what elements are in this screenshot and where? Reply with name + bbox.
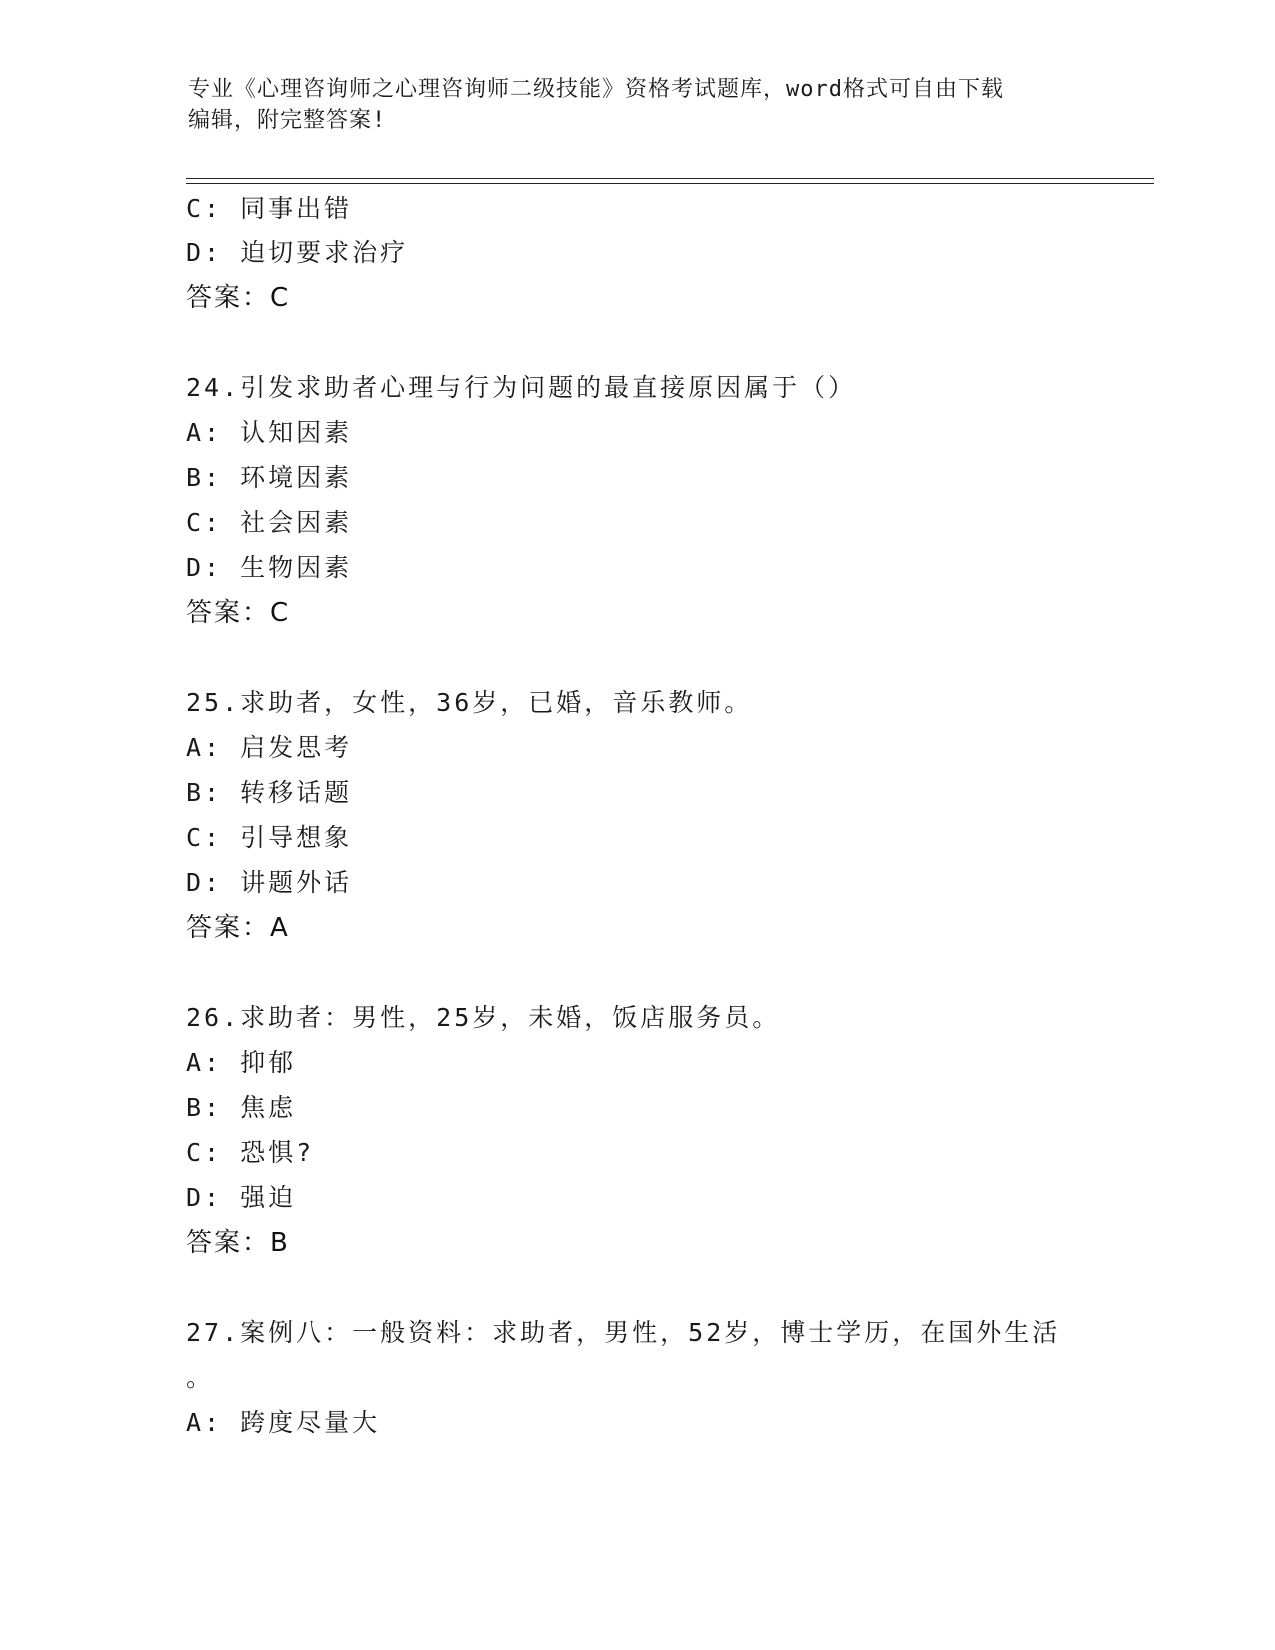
option-d: D: 迫切要求治疗 bbox=[186, 238, 409, 267]
question-24-answer: 答案：C bbox=[186, 598, 291, 628]
question-27: 27.案例八：一般资料：求助者，男性，52岁，博士学历，在国外生活 bbox=[186, 1318, 1061, 1347]
header-rule-top bbox=[186, 178, 1154, 179]
header-line-2: 编辑，附完整答案! bbox=[188, 108, 387, 133]
question-26-option-b: B: 焦虑 bbox=[186, 1093, 297, 1122]
header-rule-bottom bbox=[186, 183, 1154, 184]
option-c: C: 同事出错 bbox=[186, 194, 353, 223]
question-24: 24.引发求助者心理与行为问题的最直接原因属于（） bbox=[186, 373, 857, 402]
question-26: 26.求助者：男性，25岁，未婚，饭店服务员。 bbox=[186, 1003, 781, 1032]
question-27-option-a: A: 跨度尽量大 bbox=[186, 1408, 381, 1437]
question-26-option-d: D: 强迫 bbox=[186, 1183, 297, 1212]
question-25-option-c: C: 引导想象 bbox=[186, 823, 353, 852]
question-24-option-b: B: 环境因素 bbox=[186, 463, 353, 492]
question-26-option-a: A: 抑郁 bbox=[186, 1048, 297, 1077]
question-24-option-d: D: 生物因素 bbox=[186, 553, 353, 582]
question-26-option-c: C: 恐惧? bbox=[186, 1138, 315, 1167]
question-26-answer: 答案：B bbox=[186, 1228, 290, 1258]
question-25-answer: 答案：A bbox=[186, 913, 290, 943]
answer: 答案：C bbox=[186, 283, 291, 313]
header-line-1: 专业《心理咨询师之心理咨询师二级技能》资格考试题库，word格式可自由下载 bbox=[188, 77, 1004, 102]
question-24-option-c: C: 社会因素 bbox=[186, 508, 353, 537]
question-25: 25.求助者，女性，36岁，已婚，音乐教师。 bbox=[186, 688, 753, 717]
question-25-option-a: A: 启发思考 bbox=[186, 733, 353, 762]
document-header bbox=[188, 74, 1088, 136]
question-24-option-a: A: 认知因素 bbox=[186, 418, 353, 447]
question-25-option-d: D: 讲题外话 bbox=[186, 868, 353, 897]
question-25-option-b: B: 转移话题 bbox=[186, 778, 353, 807]
question-27-continuation: 。 bbox=[186, 1363, 215, 1392]
